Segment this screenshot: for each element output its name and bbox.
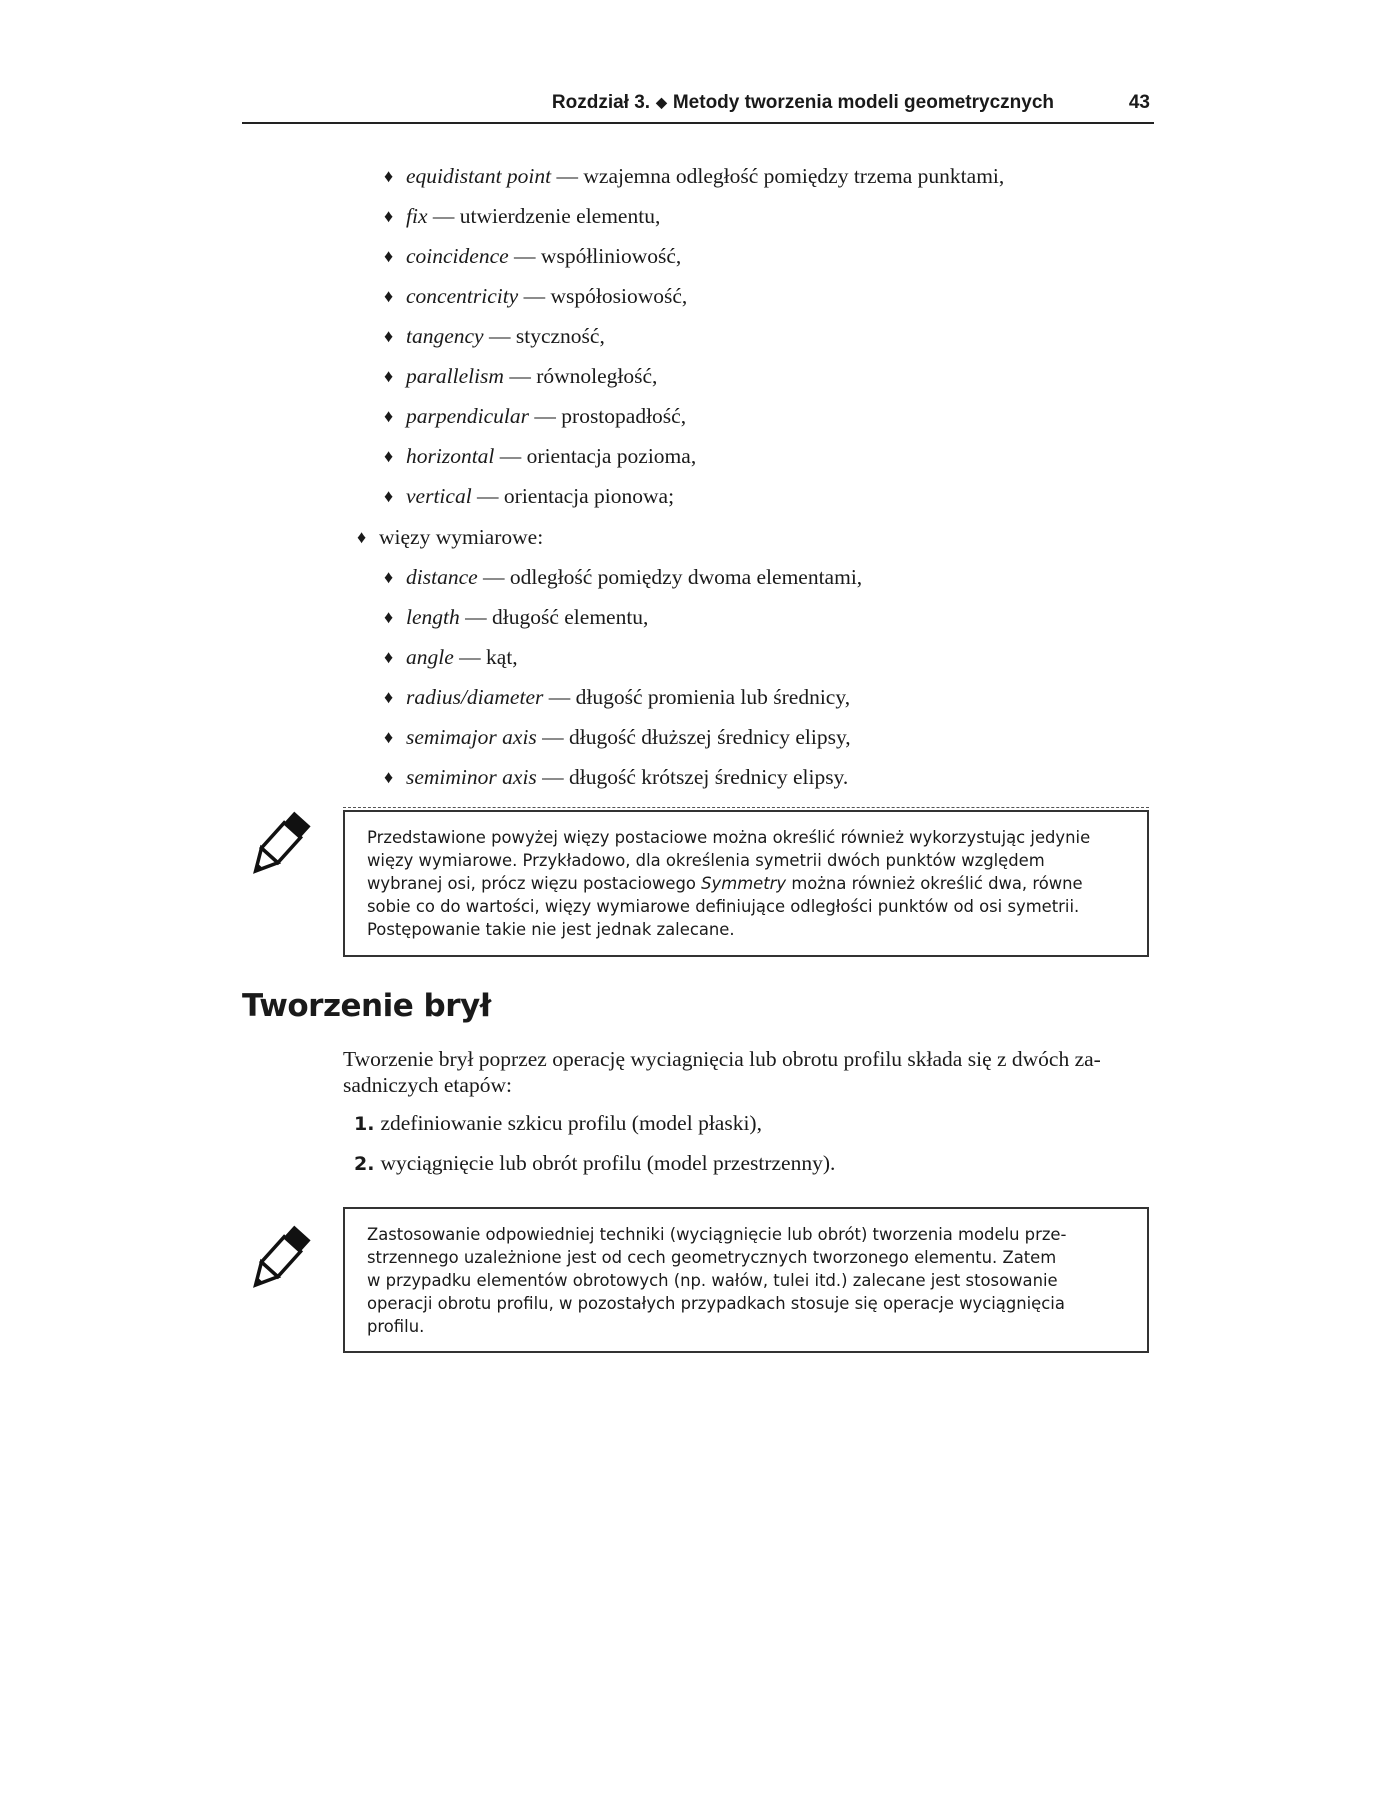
diamond-bullet-icon: ♦ (384, 366, 394, 386)
list-item (384, 324, 1004, 364)
diamond-bullet-icon: ♦ (384, 446, 394, 466)
constraint-desc: — współliniowość, (508, 244, 682, 268)
note-line: w przypadku elementów obrotowych (np. wałów, tulei itd.) zalecane jest stosowanie (367, 1271, 1058, 1290)
paragraph-line: Tworzenie brył poprzez operację wyciagnięcia lub obrotu profilu składa się z dwóch za- (343, 1047, 1101, 1071)
diamond-bullet-icon: ♦ (384, 206, 394, 226)
diamond-bullet-icon: ♦ (384, 767, 394, 787)
constraint-term: horizontal (406, 444, 495, 468)
constraint-term: coincidence (406, 244, 509, 268)
constraint-term: radius/diameter (406, 685, 544, 709)
constraint-desc: — prostopadłość, (529, 404, 687, 428)
note-text: wybranej osi, prócz więzu postaciowego (367, 874, 702, 893)
note-line: strzennego uzależnione jest od cech geometrycznych tworzonego elementu. Zatem (367, 1248, 1057, 1267)
constraint-desc: — orientacja pionowa; (471, 484, 675, 508)
list-item (384, 645, 862, 685)
constraint-term: semiminor axis (406, 765, 537, 789)
diamond-bullet-icon: ♦ (384, 406, 394, 426)
section-heading: Tworzenie brył (242, 988, 491, 1024)
dimensional-heading: więzy wymiarowe: (379, 525, 544, 549)
chapter-label: Rozdział 3. (551, 92, 651, 113)
constraint-term: concentricity (406, 284, 519, 308)
constraint-desc: — wzajemna odległość pomiędzy trzema punktami, (551, 164, 1005, 188)
constraint-term: angle (406, 645, 454, 669)
constraint-term: parallelism (406, 364, 504, 388)
step-number: 1. (354, 1113, 375, 1135)
constraint-term: fix (406, 204, 428, 228)
page-number: 43 (1128, 92, 1150, 113)
diamond-bullet-icon: ♦ (357, 527, 367, 547)
chapter-title: Metody tworzenia modeli geometrycznych (672, 92, 1054, 113)
list-item (384, 164, 1005, 204)
list-item (384, 685, 862, 725)
diamond-bullet-icon: ♦ (384, 486, 394, 506)
constraint-desc: — długość promienia lub średnicy, (543, 685, 851, 709)
header-title (552, 92, 1054, 114)
list-item (384, 725, 862, 765)
note-line: profilu. (367, 1317, 425, 1336)
diamond-separator-icon: ◆ (656, 94, 667, 110)
list-item (384, 565, 863, 605)
list-item (384, 284, 1004, 324)
dashed-divider (343, 807, 1149, 808)
constraint-term: equidistant point (406, 164, 552, 188)
diamond-bullet-icon: ♦ (384, 246, 394, 266)
note-line: Zastosowanie odpowiedniej techniki (wyciągnięcie lub obrót) tworzenia modelu prze- (367, 1225, 1067, 1244)
dimensional-constraints-list (384, 565, 863, 805)
note-line: Przedstawione powyżej więzy postaciowe można określić również wykorzystując jedynie (367, 828, 1091, 847)
running-header (242, 92, 1154, 124)
constraint-desc: — odległość pomiędzy dwoma elementami, (477, 565, 863, 589)
constraint-term: semimajor axis (406, 725, 537, 749)
constraint-desc: — równoległość, (503, 364, 658, 388)
list-item (343, 1111, 835, 1151)
constraint-desc: — współosiowość, (518, 284, 688, 308)
constraint-desc: — długość dłuższej średnicy elipsy, (536, 725, 851, 749)
constraint-desc: — długość elementu, (459, 605, 649, 629)
list-item (384, 364, 1004, 404)
paragraph-line: sadniczych etapów: (343, 1073, 512, 1097)
step-text: wyciągnięcie lub obrót profilu (model przestrzenny). (380, 1151, 836, 1175)
step-text: zdefiniowanie szkicu profilu (model płaski), (380, 1111, 762, 1135)
diamond-bullet-icon: ♦ (384, 166, 394, 186)
constraint-term: length (406, 605, 460, 629)
section-paragraph (343, 1046, 1149, 1098)
constraint-term: parpendicular (406, 404, 530, 428)
diamond-bullet-icon: ♦ (384, 687, 394, 707)
diamond-bullet-icon: ♦ (384, 567, 394, 587)
list-item (384, 204, 1004, 244)
list-item (384, 244, 1004, 284)
list-item (357, 525, 544, 565)
diamond-bullet-icon: ♦ (384, 727, 394, 747)
steps-list (343, 1111, 835, 1191)
constraint-desc: — utwierdzenie elementu, (427, 204, 661, 228)
list-item (343, 1151, 835, 1191)
constraint-desc: — styczność, (483, 324, 605, 348)
constraint-categories-list (357, 525, 544, 565)
list-item (384, 444, 1004, 484)
constraint-desc: — orientacja pozioma, (494, 444, 697, 468)
list-item (384, 484, 1004, 524)
note-line: Postępowanie takie nie jest jednak zalecane. (367, 920, 735, 939)
list-item (384, 605, 862, 645)
diamond-bullet-icon: ♦ (384, 286, 394, 306)
pencil-icon (246, 1222, 312, 1296)
note-line: więzy wymiarowe. Przykładowo, dla określenia symetrii dwóch punktów względem (367, 851, 1045, 870)
constraint-desc: — kąt, (453, 645, 518, 669)
note-term: Symmetry (701, 874, 787, 893)
step-number: 2. (354, 1153, 375, 1175)
note-text: można również określić dwa, równe (786, 874, 1083, 893)
note-box (343, 1207, 1149, 1353)
geometric-constraints-list (384, 164, 1005, 524)
list-item (384, 404, 1004, 444)
note-line: operacji obrotu profilu, w pozostałych przypadkach stosuje się operacje wyciągnięcia (367, 1294, 1065, 1313)
diamond-bullet-icon: ♦ (384, 647, 394, 667)
constraint-term: tangency (406, 324, 484, 348)
note-line: sobie co do wartości, więzy wymiarowe definiujące odległości punktów od osi symetrii. (367, 897, 1080, 916)
diamond-bullet-icon: ♦ (384, 607, 394, 627)
constraint-term: vertical (406, 484, 472, 508)
constraint-term: distance (406, 565, 478, 589)
diamond-bullet-icon: ♦ (384, 326, 394, 346)
list-item (384, 765, 862, 805)
note-box (343, 810, 1149, 957)
constraint-desc: — długość krótszej średnicy elipsy. (536, 765, 849, 789)
note-line (367, 872, 1123, 895)
pencil-icon (246, 808, 312, 882)
